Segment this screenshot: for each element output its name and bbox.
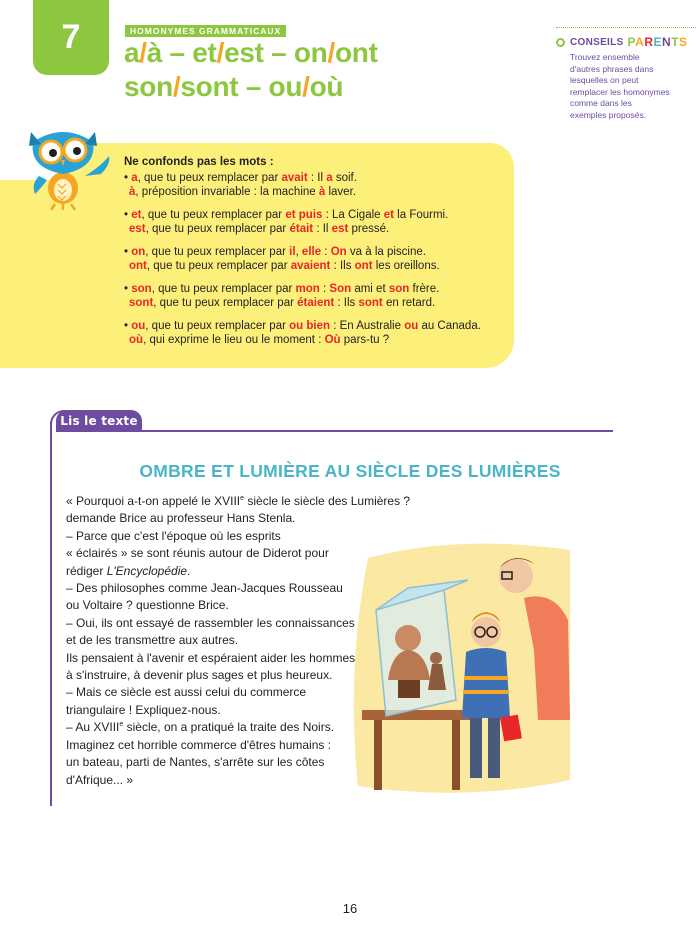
rule-keyword: avait [281, 171, 308, 184]
title-separator: / [327, 37, 335, 68]
rule-keyword: a [326, 171, 333, 184]
rule-line [124, 171, 504, 186]
rule-keyword: est [331, 223, 349, 235]
rule-keyword: avaient [290, 260, 331, 272]
story-text-segment: et de les transmettre aux autres. [66, 633, 239, 648]
title-separator: / [302, 71, 310, 102]
rule-text: , que tu peux remplacer par [137, 171, 282, 184]
superscript: e [119, 721, 124, 729]
illustration-museum-scene [348, 540, 575, 795]
title-separator: / [172, 71, 181, 102]
rule-keyword: on [131, 245, 146, 258]
rule-text: , que tu peux remplacer par [145, 223, 290, 235]
story-text-segment: . [187, 563, 191, 578]
rule-text: , que tu peux remplacer par [145, 319, 290, 332]
rule-line [124, 245, 504, 260]
rule-group [124, 319, 504, 348]
rule-keyword: était [289, 223, 314, 235]
parents-colored-label [628, 35, 688, 49]
superscript: e [240, 495, 245, 502]
title-segment: où [309, 71, 344, 102]
rule-keyword: à [129, 186, 136, 198]
story-text-segment: – Des philosophes comme Jean-Jacques Rousseau [66, 581, 343, 596]
rule-group [124, 245, 504, 274]
rule-line [124, 333, 504, 348]
story-text-segment: d'Afrique... » [66, 772, 133, 787]
rule-text: frère. [409, 282, 440, 295]
rule-keyword: son [131, 282, 152, 295]
title-segment: à – et [146, 37, 217, 68]
rule-keyword: à [318, 186, 326, 198]
rule-text: , que tu peux remplacer par [141, 208, 286, 221]
rule-line [124, 222, 504, 237]
rule-keyword: On [330, 245, 347, 258]
rule-keyword: sont [358, 297, 383, 309]
rule-content [124, 155, 504, 356]
rule-text: • [124, 208, 132, 221]
story-text-segment: siècle le siècle des Lumières ? [244, 494, 411, 508]
rule-keyword: son [388, 282, 410, 295]
rule-keyword: Où [324, 334, 341, 346]
rule-text: : La Cigale [322, 208, 384, 221]
lesson-number: 7 [61, 18, 81, 56]
title-segment: ont [334, 37, 378, 68]
reading-left-rule [50, 430, 52, 806]
rule-text: la Fourmi. [393, 208, 449, 221]
story-text-segment: siècle, on a pratiqué la traite des Noirs. [123, 720, 335, 735]
rule-text: • [124, 245, 132, 258]
parents-conseils-label: CONSEILS [570, 36, 624, 48]
parents-letter: S [679, 35, 688, 49]
rule-line [124, 319, 504, 334]
title-separator: / [216, 37, 225, 68]
page-number: 16 [342, 901, 358, 916]
title-segment: sont – ou [180, 71, 303, 102]
rule-keyword: mon [295, 282, 320, 295]
story-text-segment: « Pourquoi a-t-on appelé le XVIII [66, 494, 241, 508]
story-text-segment: « éclairés » se sont réunis autour de Diderot pour [66, 546, 329, 561]
story-text-segment: demande Brice au professeur Hans Stenla. [66, 511, 296, 526]
book-title: L'Encyclopédie [106, 563, 188, 578]
rule-text: • [124, 171, 132, 184]
rule-line [124, 282, 504, 297]
story-text-segment: un bateau, parti de Nantes, s'arrête sur les côtes [66, 755, 325, 770]
rule-keyword: étaient [297, 297, 335, 309]
story-text-segment: – Mais ce siècle est aussi celui du commerce [66, 685, 307, 700]
story-line [66, 510, 406, 527]
rule-text: : Ils [330, 260, 355, 272]
rule-intro: Ne confonds pas les mots : [124, 156, 274, 168]
rule-text: en retard. [382, 297, 436, 309]
title-separator: / [139, 37, 147, 68]
story-text-segment: – Parce que c'est l'époque où les esprits [66, 528, 281, 543]
rule-keyword: et puis [285, 208, 323, 221]
rule-keyword: et [131, 208, 142, 221]
rule-keyword: ou [404, 319, 419, 332]
rule-keyword: ou bien [289, 319, 331, 332]
rule-group [124, 282, 504, 311]
rule-keyword: où [129, 334, 144, 346]
rule-group [124, 171, 504, 200]
rule-keyword: ou [131, 319, 146, 332]
parents-letter: A [635, 35, 645, 49]
rule-text: laver. [325, 186, 356, 198]
rule-text: les oreillons. [372, 260, 440, 272]
rule-line [124, 185, 504, 200]
parents-advice-header [556, 35, 688, 49]
story-text-segment: – Au XVIII [66, 720, 120, 735]
rule-text: : Il [313, 223, 332, 235]
owl-mascot-icon [25, 124, 113, 210]
parents-advice-text: Trouvez ensemble d'autres phrases dans lesquelles on peut remplacer les homonymes comme dans les exemples proposés. [570, 52, 670, 120]
story-text-segment: rédiger [66, 563, 107, 578]
rule-text: : Il [307, 171, 327, 184]
rule-text: , que tu peux remplacer par [153, 297, 298, 309]
rule-keyword: sont [129, 297, 154, 309]
rule-text: va à la piscine. [346, 245, 426, 258]
story-text-segment: ou Voltaire ? questionne Brice. [66, 598, 229, 613]
story-text-segment: triangulaire ! Expliquez-nous. [66, 702, 221, 717]
rule-line [124, 296, 504, 311]
rule-text: , [295, 245, 302, 258]
title-segment: a [124, 37, 140, 68]
reading-top-rule [140, 430, 613, 432]
rule-text: pressé. [348, 223, 390, 235]
rule-text: : Ils [334, 297, 359, 309]
rule-keyword: est [129, 223, 146, 235]
rule-line [124, 208, 504, 223]
lesson-title-line-1 [124, 37, 378, 69]
rule-text: ami et [351, 282, 389, 295]
rule-text: , préposition invariable : la machine [135, 186, 319, 198]
parents-letter: P [627, 35, 636, 49]
rule-text: , que tu peux remplacer par [145, 245, 290, 258]
story-text-segment: – Oui, ils ont essayé de rassembler les connaissances [66, 615, 355, 630]
rule-text: • [124, 282, 132, 295]
rule-text: , qui exprime le lieu ou le moment : [143, 334, 325, 346]
story-text-segment: à s'instruire, à devenir plus sages et plus heureux. [66, 668, 333, 683]
parents-letter: R [644, 35, 654, 49]
rule-keyword: ont [129, 260, 147, 272]
rule-text: , que tu peux remplacer par [151, 282, 296, 295]
rule-text: • [124, 319, 132, 332]
title-segment: son [124, 71, 173, 102]
parents-letter: T [671, 35, 680, 49]
rule-keyword: a [131, 171, 138, 184]
rule-text: : En Australie [330, 319, 405, 332]
reading-tab-label: Lis le texte [56, 410, 142, 432]
rule-keyword: et [383, 208, 394, 221]
story-title: OMBRE ET LUMIÈRE AU SIÈCLE DES LUMIÈRES [139, 461, 561, 481]
parents-letter: N [662, 35, 672, 49]
story-line [66, 493, 411, 510]
lesson-title-line-2 [124, 71, 343, 103]
rule-text: soif. [332, 171, 357, 184]
rule-keyword: ont [354, 260, 373, 272]
story-text-segment: Imaginez cet horrible commerce d'êtres humains : [66, 737, 332, 752]
circle-bullet-icon [556, 38, 565, 47]
rule-line [124, 259, 504, 274]
rule-keyword: Son [329, 282, 352, 295]
rule-text: , que tu peux remplacer par [146, 260, 291, 272]
parents-letter: E [653, 35, 663, 49]
rule-group [124, 208, 504, 237]
category-tag: HOMONYMES GRAMMATICAUX [125, 25, 286, 37]
rule-keyword: elle [301, 245, 322, 258]
rule-text: pars-tu ? [340, 334, 390, 346]
rule-text: : [321, 245, 331, 258]
story-text-segment: Ils pensaient à l'avenir et espéraient aider les hommes [66, 650, 356, 665]
rule-keyword: il [289, 245, 296, 258]
rule-text: : [319, 282, 330, 295]
title-segment: est – on [224, 37, 328, 68]
lesson-number-badge [33, 0, 109, 75]
rule-text: au Canada. [418, 319, 481, 332]
